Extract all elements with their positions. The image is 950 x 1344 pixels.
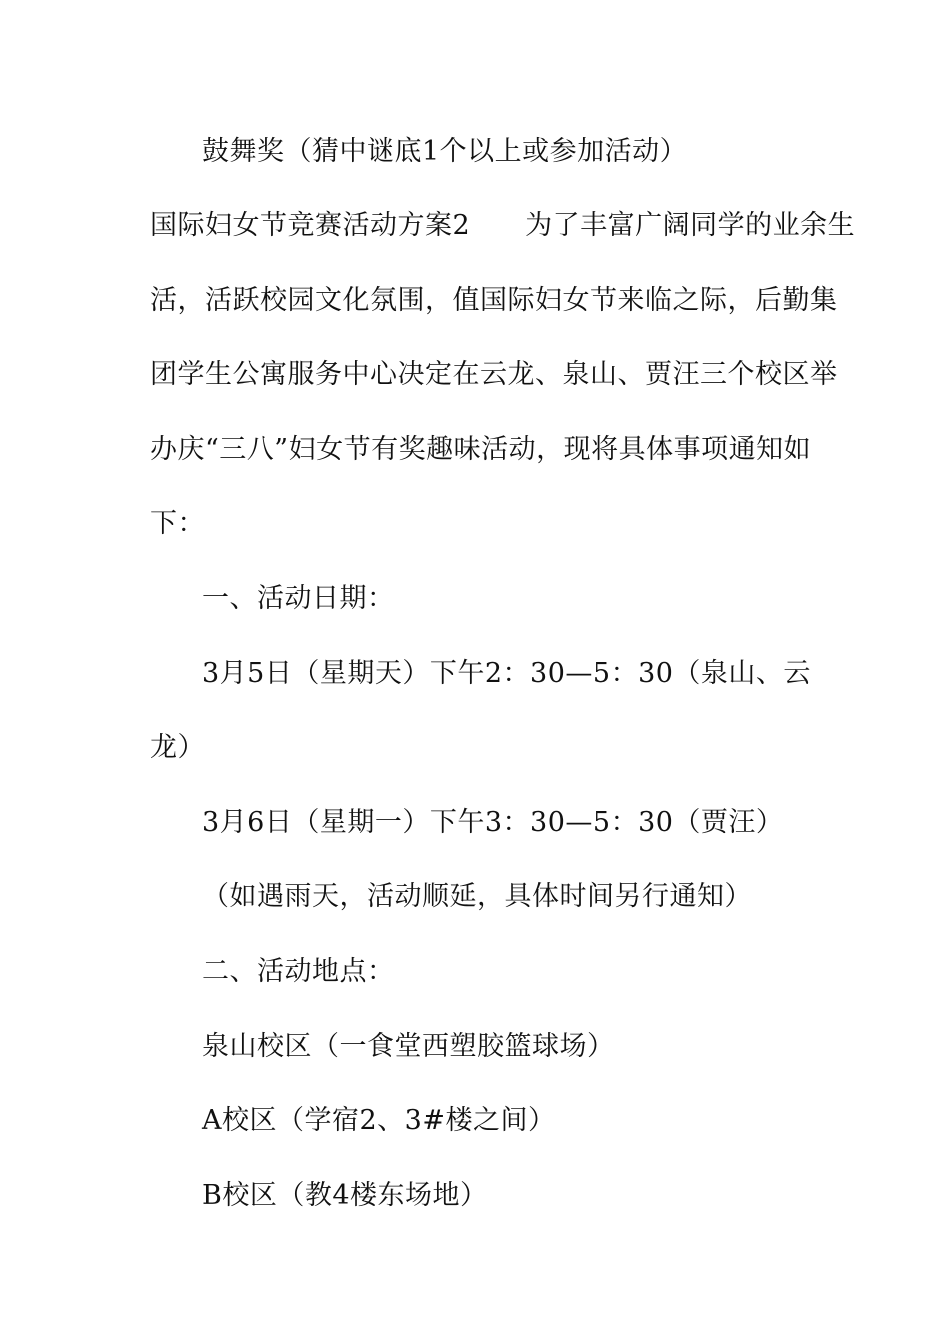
date-line: 3月5日（星期天）下午2：30—5：30（泉山、云 (202, 658, 811, 689)
rain-note: （如遇雨天，活动顺延，具体时间另行通知） (202, 881, 752, 912)
location-line: B校区（教4楼东场地） (202, 1180, 488, 1211)
paragraph-line: 下： (150, 508, 205, 539)
award-line: 鼓舞奖（猜中谜底1个以上或参加活动） (202, 136, 688, 167)
location-line: 泉山校区（一食堂西塑胶篮球场） (202, 1031, 615, 1062)
section-heading-location: 二、活动地点： (202, 956, 395, 987)
section-heading-date: 一、活动日期： (202, 583, 395, 614)
paragraph-line: 国际妇女节竞赛活动方案2 为了丰富广阔同学的业余生 (150, 210, 856, 241)
paragraph-line: 团学生公寓服务中心决定在云龙、泉山、贾汪三个校区举 (150, 359, 838, 390)
date-line: 3月6日（星期一）下午3：30—5：30（贾汪） (202, 807, 784, 838)
paragraph-line: 活，活跃校园文化氛围，值国际妇女节来临之际，后勤集 (150, 285, 838, 316)
date-line-continued: 龙） (150, 732, 205, 763)
paragraph-line: 办庆“三八”妇女节有奖趣味活动，现将具体事项通知如 (150, 434, 812, 465)
location-line: A校区（学宿2、3#楼之间） (202, 1105, 556, 1136)
